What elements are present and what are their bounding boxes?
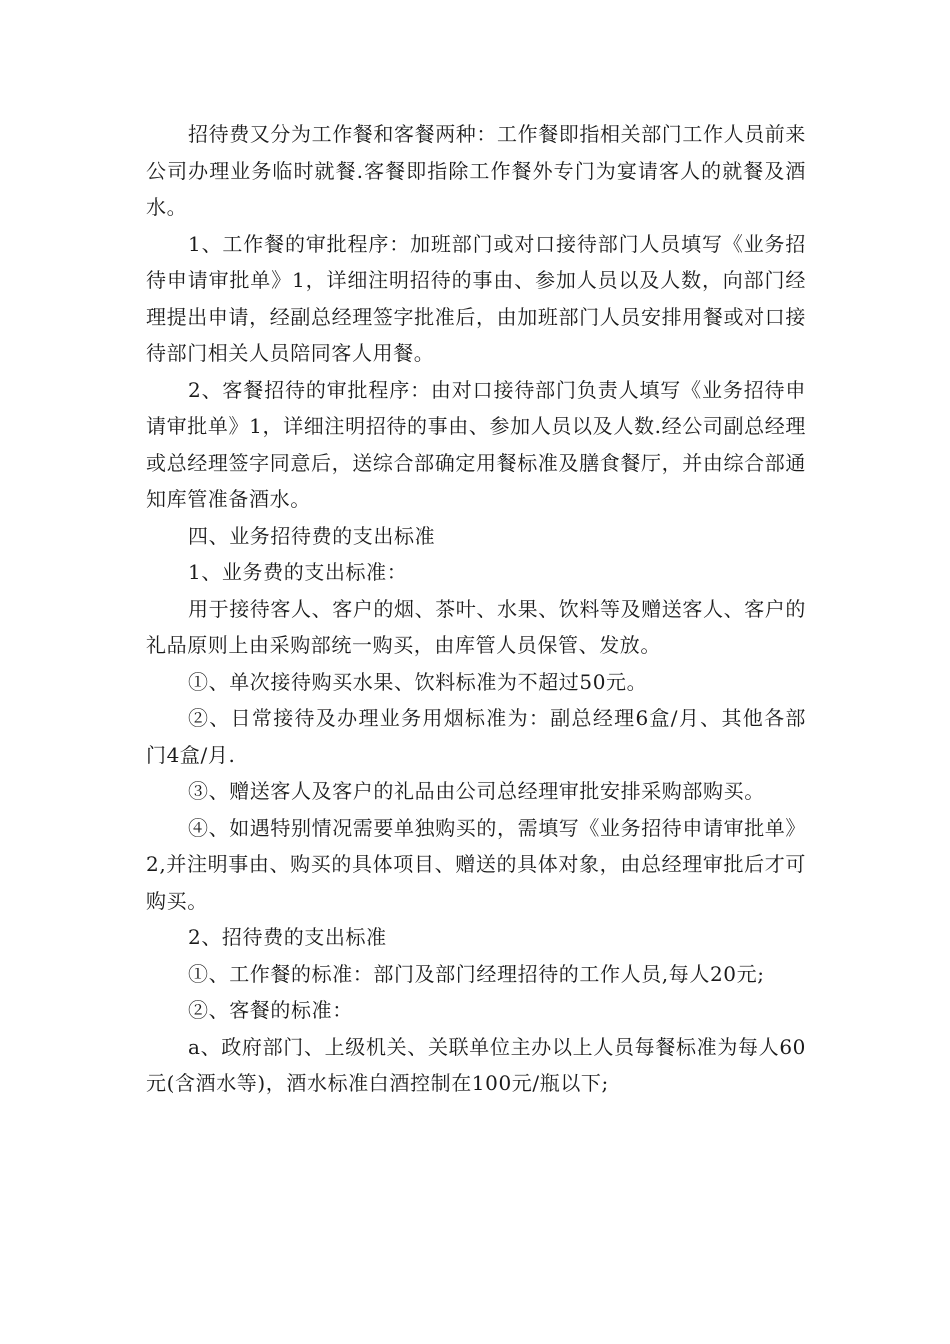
list-item-government-guests: a、政府部门、上级机关、关联单位主办以上人员每餐标准为每人60元(含酒水等)，酒水标准白酒控制在100元/瓶以下; xyxy=(146,1034,806,1095)
subheading-reception-expense-standard: 2、招待费的支出标准 xyxy=(188,925,387,949)
list-item-guest-meal-standard: ②、客餐的标准： xyxy=(188,998,353,1022)
document-body xyxy=(146,116,806,1102)
paragraph-reception-fee-types: 招待费又分为工作餐和客餐两种：工作餐即指相关部门工作人员前来公司办理业务临时就餐.客餐即指除工作餐外专门为宴请客人的就餐及酒水。 xyxy=(146,122,806,219)
section-heading-expense-standards: 四、业务招待费的支出标准 xyxy=(188,523,436,548)
list-item-gifts: ③、赠送客人及客户的礼品由公司总经理审批安排采购部购买。 xyxy=(188,779,765,803)
subheading-business-expense-standard: 1、业务费的支出标准： xyxy=(188,560,408,584)
list-item-fruit-drinks: ①、单次接待购买水果、饮料标准为不超过50元。 xyxy=(188,669,648,694)
list-item-special-purchase: ④、如遇特别情况需要单独购买的，需填写《业务招待申请审批单》2,并注明事由、购买的具体项目、赠送的具体对象，由总经理审批后才可购买。 xyxy=(146,815,806,913)
list-item-work-meal-standard: ①、工作餐的标准：部门及部门经理招待的工作人员,每人20元; xyxy=(188,961,765,986)
paragraph-guest-meal-approval: 2、客餐招待的审批程序：由对口接待部门负责人填写《业务招待申请审批单》1，详细注明招待的事由、参加人员以及人数.经公司副总经理或总经理签字同意后，送综合部确定用餐标准及膳食餐厅，并由综合部通知库管准备酒水。 xyxy=(146,377,806,511)
paragraph-gifts-purchase: 用于接待客人、客户的烟、茶叶、水果、饮料等及赠送客人、客户的礼品原则上由采购部统一购买，由库管人员保管、发放。 xyxy=(146,596,806,657)
paragraph-work-meal-approval: 1、工作餐的审批程序：加班部门或对口接待部门人员填写《业务招待申请审批单》1，详细注明招待的事由、参加人员以及人数，向部门经理提出申请，经副总经理签字批准后，由加班部门人员安排用餐或对口接待部门相关人员陪同客人用餐。 xyxy=(146,231,806,365)
list-item-cigarettes: ②、日常接待及办理业务用烟标准为：副总经理6盒/月、其他各部门4盒/月. xyxy=(146,706,806,767)
